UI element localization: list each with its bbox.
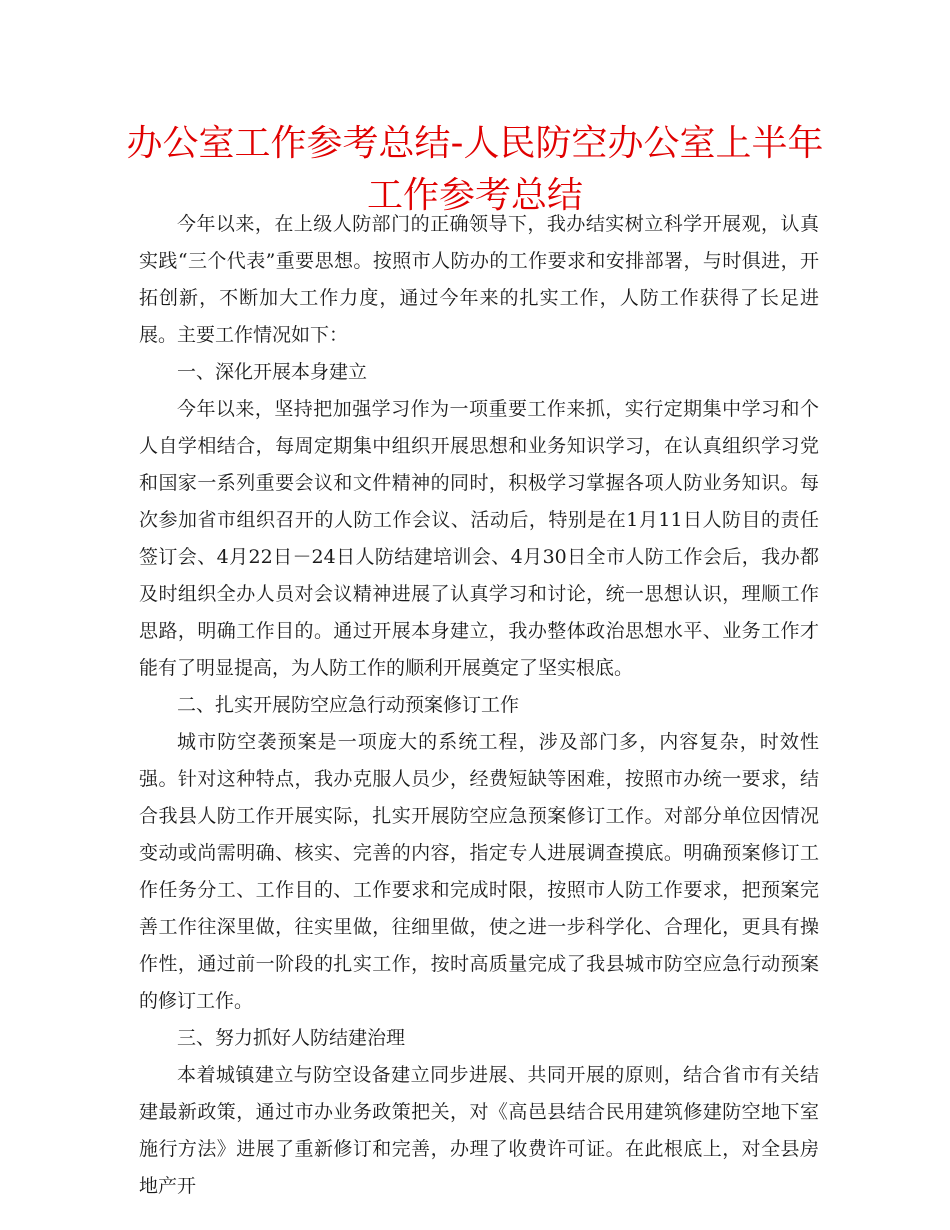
section-1-paragraph: 今年以来，坚持把加强学习作为一项重要工作来抓，实行定期集中学习和个人自学相结合，每周定期集中组织开展思想和业务知识学习，在认真组织学习党和国家一系列重要会议和文件精神的同时，积极学习掌握各项人防业务知识。每次参加省市组织召开的人防工作会议、活动后，特别是在1月11日人防目的责任签订会、4月22日－24日人防结建培训会、4月30日全市人防工作会后，我办都及时组织全办人员对会议精神进展了认真学习和讨论，统一思想认识，理顺工作思路，明确工作目的。通过开展本身建立，我办整体政治思想水平、业务工作才能有了明显提高，为人防工作的顺利开展奠定了坚实根底。 [139, 398, 819, 679]
intro-paragraph: 今年以来，在上级人防部门的正确领导下，我办结实树立科学开展观，认真实践“三个代表”重要思想。按照市人防办的工作要求和安排部署，与时俱进，开拓创新，不断加大工作力度，通过今年来的扎实工作，人防工作获得了长足进展。主要工作情况如下： [139, 213, 819, 346]
section-heading-1: 一、深化开展本身建立 [177, 361, 368, 383]
document-body [139, 206, 819, 1205]
section-3-paragraph: 本着城镇建立与防空设备建立同步进展、共同开展的原则，结合省市有关结建最新政策，通过市办业务政策把关，对《高邑县结合民用建筑修建防空地下室施行方法》进展了重新修订和完善，办理了收费许可证。在此根底上，对全县房地产开 [139, 1064, 819, 1197]
section-2-paragraph: 城市防空袭预案是一项庞大的系统工程，涉及部门多，内容复杂，时效性强。针对这种特点，我办克服人员少，经费短缺等困难，按照市办统一要求，结合我县人防工作开展实际，扎实开展防空应急预案修订工作。对部分单位因情况变动或尚需明确、核实、完善的内容，指定专人进展调查摸底。明确预案修订工作任务分工、工作目的、工作要求和完成时限，按照市人防工作要求，把预案完善工作往深里做，往实里做，往细里做，使之进一步科学化、合理化，更具有操作性，通过前一阶段的扎实工作，按时高质量完成了我县城市防空应急行动预案的修订工作。 [139, 731, 819, 1012]
document-title: 办公室工作参考总结-人民防空办公室上半年工作参考总结 [126, 123, 824, 216]
section-heading-3: 三、努力抓好人防结建治理 [177, 1027, 406, 1049]
section-heading-2: 二、扎实开展防空应急行动预案修订工作 [177, 694, 520, 716]
